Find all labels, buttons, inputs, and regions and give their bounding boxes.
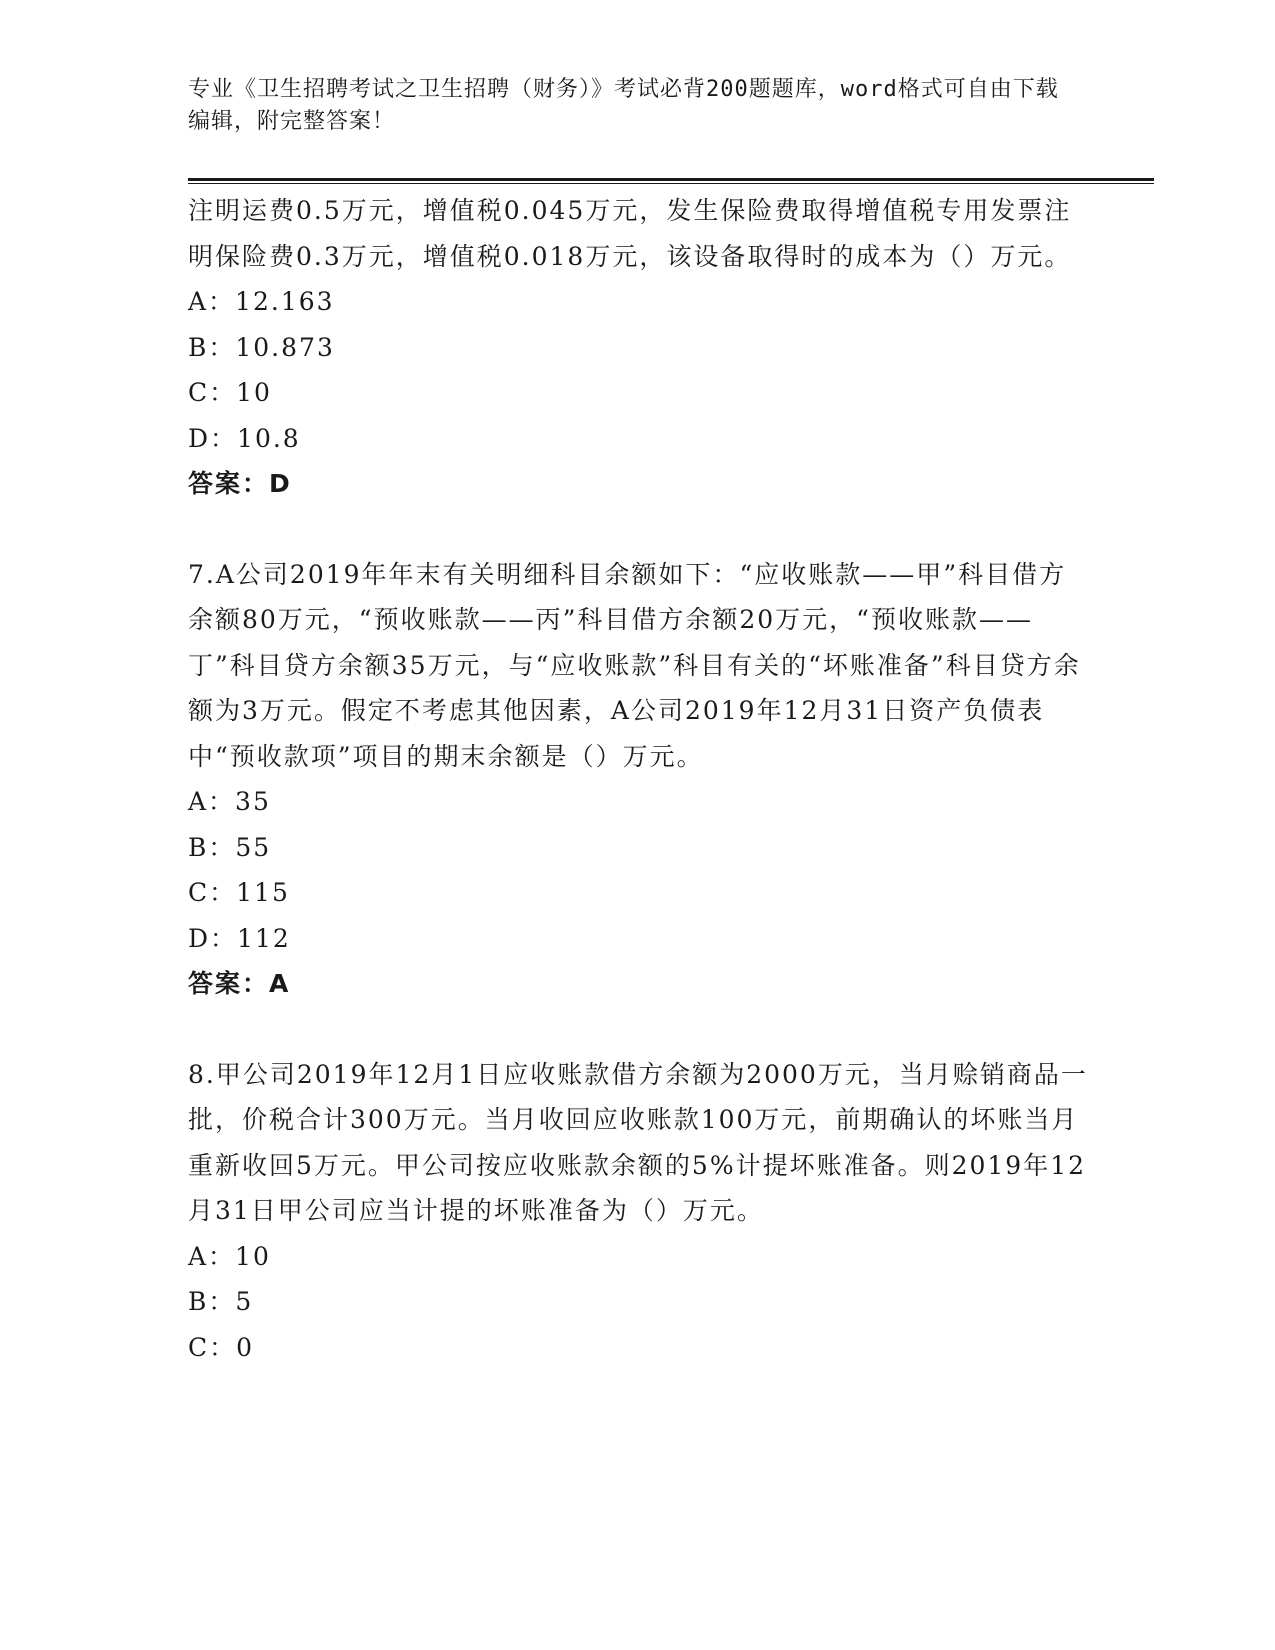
question-7 — [188, 552, 1088, 1007]
question-8 — [188, 1052, 1088, 1371]
option-c: C：0 — [188, 1332, 255, 1362]
question-text: 8.甲公司2019年12月1日应收账款借方余额为2000万元，当月赊销商品一批，价税合计300万元。当月收回应收账款100万元，前期确认的坏账当月重新收回5万元。甲公司按应收账款余额的5%计提坏账准备。则2019年12月31日甲公司应当计提的坏账准备为（）万元。 — [188, 1059, 1088, 1225]
option-c: C：115 — [188, 878, 290, 907]
option-a: A：35 — [188, 787, 271, 816]
option-d: D：112 — [188, 923, 291, 953]
option-a: A：12.163 — [188, 287, 335, 316]
option-c: C：10 — [188, 378, 272, 407]
question-6-continued — [188, 188, 1088, 507]
spacer — [188, 1007, 1088, 1052]
option-a: A：10 — [188, 1241, 271, 1271]
question-text: 7.A公司2019年年末有关明细科目余额如下：“应收账款——甲”科目借方余额80万元，“预收账款——丙”科目借方余额20万元，“预收账款——丁”科目贷方余额35万元，与“应收账款”科目有关的“坏账准备”科目贷方余额为3万元。假定不考虑其他因素，A公司2019年12月31日资产负债表中“预收款项”项目的期末余额是（）万元。 — [188, 559, 1081, 771]
option-b: B：5 — [188, 1287, 254, 1316]
header-divider-thick — [188, 178, 1154, 181]
option-b: B：55 — [188, 832, 272, 862]
option-b: B：10.873 — [188, 332, 335, 362]
answer-label: 答案：A — [188, 969, 291, 998]
question-text: 注明运费0.5万元，增值税0.045万元，发生保险费取得增值税专用发票注明保险费0.3万元，增值税0.018万元，该设备取得时的成本为（）万元。 — [188, 196, 1072, 271]
answer-label: 答案：D — [188, 469, 292, 498]
option-d: D：10.8 — [188, 423, 301, 453]
spacer — [188, 507, 1088, 552]
question-list — [188, 188, 1088, 1370]
header-divider-thin — [188, 183, 1154, 184]
document-header: 专业《卫生招聘考试之卫生招聘（财务）》考试必背200题题库，word格式可自由下载编辑，附完整答案！ — [188, 77, 1059, 134]
